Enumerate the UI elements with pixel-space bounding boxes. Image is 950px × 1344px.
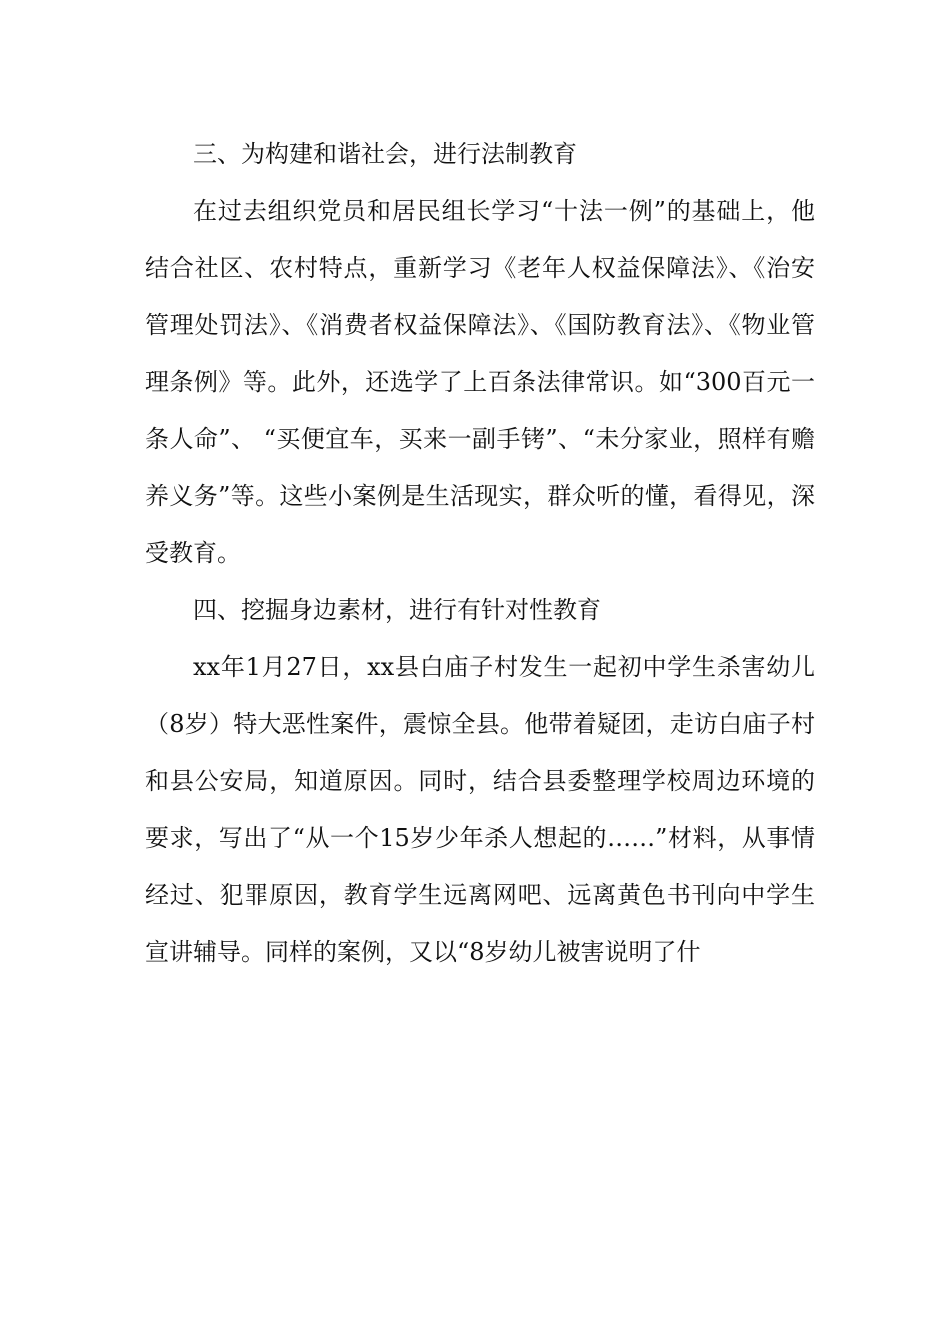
paragraph-legal-education: 在过去组织党员和居民组长学习“十法一例”的基础上，他结合社区、农村特点，重新学习《老年人权益保障法》、《治安管理处罚法》、《消费者权益保障法》、《国防教育法》、《物业管理条例》等。此外，还选学了上百条法律常识。如“300百元一条人命”、 “买便宜车，买来一副手铐”、“未分家业，照样有赡养义务”等。这些小案例是生活现实，群众听的懂，看得见，深受教育。 [145, 197, 815, 567]
document-body [145, 126, 815, 981]
paragraph-case-education: xx年1月27日，xx县白庙子村发生一起初中学生杀害幼儿（8岁）特大恶性案件，震惊全县。他带着疑团，走访白庙子村和县公安局，知道原因。同时，结合县委整理学校周边环境的要求，写出了“从一个15岁少年杀人想起的……”材料，从事情经过、犯罪原因，教育学生远离网吧、远离黄色书刊向中学生宣讲辅导。同样的案例，又以“8岁幼儿被害说明了什 [145, 653, 815, 966]
section-heading-three: 三、为构建和谐社会，进行法制教育 [193, 140, 577, 168]
section-heading-four: 四、挖掘身边素材，进行有针对性教育 [193, 596, 601, 624]
